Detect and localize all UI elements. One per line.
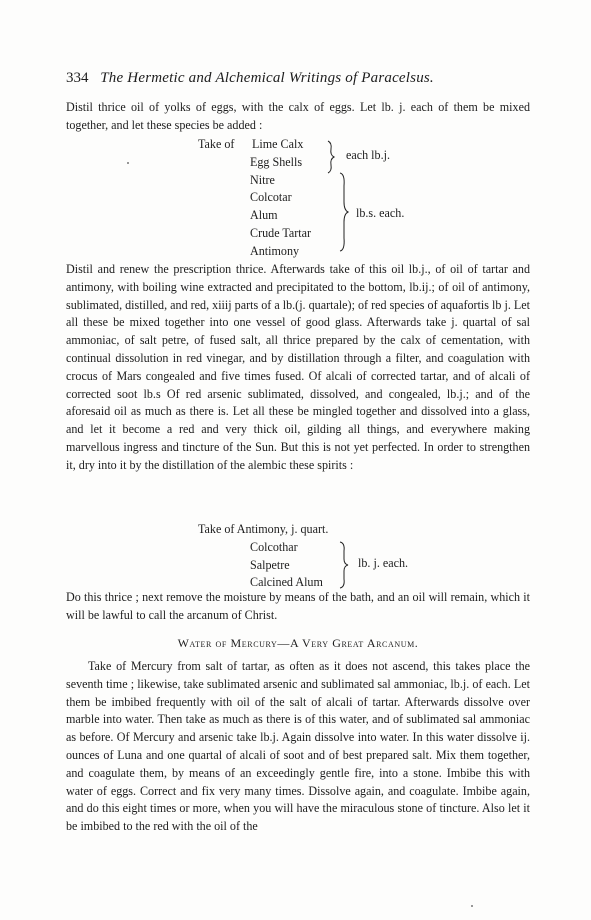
recipe-item: Egg Shells xyxy=(250,154,303,169)
recipe-item: Lime Calx xyxy=(252,137,304,151)
recipe-lead: Take of xyxy=(198,137,235,151)
brace-1-label: each lb.j. xyxy=(346,148,390,162)
running-header xyxy=(66,70,536,87)
recipe-item: Calcined Alum xyxy=(250,575,323,590)
brace-1 xyxy=(325,140,337,174)
recipe-item: Nitre xyxy=(250,172,275,187)
brace-3 xyxy=(338,541,350,589)
recipe-item: Colcothar xyxy=(250,539,298,554)
recipe-item: Colcotar xyxy=(250,190,292,205)
brace-2-label: lb.s. each. xyxy=(356,206,405,220)
section-heading xyxy=(66,636,530,651)
section-heading-text: Water of Mercury—A Very Great Arcanum. xyxy=(177,636,419,650)
paragraph-main: Distil and renew the prescription thrice. Afterwards take of this oil lb.j., of oil of tartar and antimony, with boiling wine extracted and precipitated to the bottom, lb.ij.; of oil of antimony, sublimated, distilled, and red, xiiij parts of a lb.(j. quartale); of red species of aquafortis lb j. Let all these be mixed together into one vessel of good glass. Afterwards take j. quartal of sal ammoniac, of salt petre, of fused salt, all thrice prepared by the calx of cementation, with continual dissolution in red vinegar, and by distillation through a filter, and coagulation with crocus of Mars congealed and five times fused. Of alcali of corrected tartar, and of alcali of corrected soot lb.s Of red arsenic sublimated, dissolved, and congealed, lb.j.; and of the aforesaid oil as much as there is. Let all these be mingled together and dissolved into a glass, and let it become a red and very thick oil, gilding all things, and everywhere making marvellous ingress and tincture of the Sun. But this is not yet perfected. In order to strengthen it, dry into it by the distillation of the alembic these spirits : xyxy=(66,262,530,472)
paragraph-water-of-mercury: Take of Mercury from salt of tartar, as often as it does not ascend, this takes place the seventh time ; likewise, take sublimated arsenic and sublimated sal ammoniac, lb.j. of each. Let them be imbibed frequently with oil of the salt of alcali of tartar. Afterwards dissolve over marble into water. Then take as much as there is of this water, and of sublimated sal ammoniac as before. Of Mercury and arsenic take lb.j. Again dissolve into water. In this water dissolve ij. ounces of Luna and one quartal of alcali of soot and of best prepared salt. Mix them together, and coagulate them, by means of an exceedingly gentle fire, into a stone. Imbibe this with water of eggs. Correct and fix very many times. Dissolve again, and coagulate. Imbibe again, and do this eight times or more, when you will have the miraculous stone of tincture. Also let it be imbibed to the red with the oil of the xyxy=(66,659,530,834)
brace-2 xyxy=(338,172,350,252)
print-speck xyxy=(471,905,473,907)
paragraph-closing: Do this thrice ; next remove the moisture by means of the bath, and an oil will remain, which it will be lawful to call the arcanum of Christ. xyxy=(66,590,530,622)
recipe-item: Antimony xyxy=(250,243,300,258)
recipe-item: Alum xyxy=(250,208,278,223)
running-title: The Hermetic and Alchemical Writings of Paracelsus. xyxy=(100,70,434,86)
recipe-item: Crude Tartar xyxy=(250,225,312,240)
page-number: 334 xyxy=(66,70,89,86)
brace-3-label: lb. j. each. xyxy=(358,556,409,570)
recipe-item: Take of Antimony, j. quart. xyxy=(198,522,329,536)
paragraph-intro: Distil thrice oil of yolks of eggs, with the calx of eggs. Let lb. j. each of them be mixed together, and let these species be added : xyxy=(66,100,530,132)
recipe-item: Salpetre xyxy=(250,557,290,572)
recipe-line xyxy=(198,521,498,539)
print-speck xyxy=(127,162,129,164)
